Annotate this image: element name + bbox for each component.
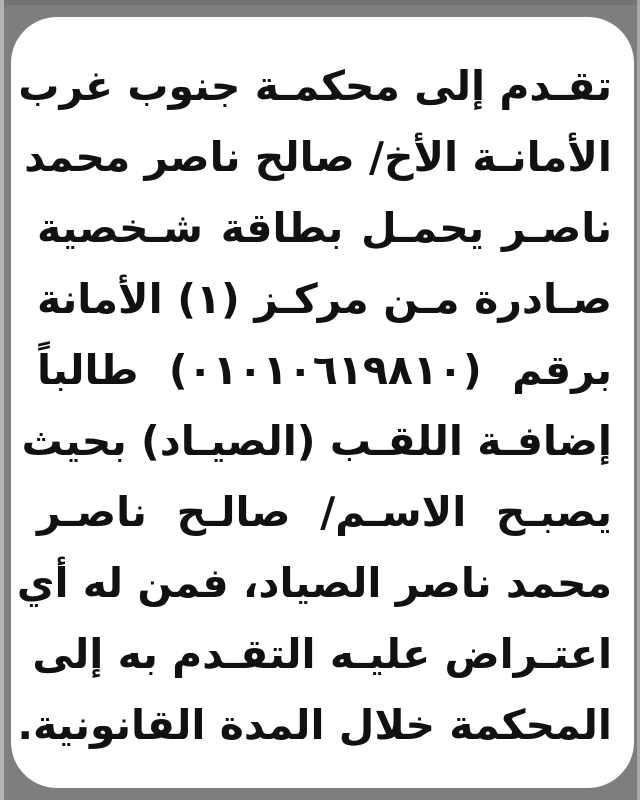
notice-line: إضافـة اللقـب (الصيـاد) بحيث [21,417,612,465]
notice-line: يصبـح الاسـم/ صالـح ناصـر [37,488,612,536]
notice-line: تقـدم إلى محكمـة جنوب غرب [18,62,612,110]
notice-text [16,51,613,761]
notice-line: صـادرة مـن مركـز (١) الأمانة [37,275,613,323]
scan-edge-top [0,0,640,5]
notice-line: محمد ناصر الصياد، فمن له أي [16,559,612,607]
notice-line: برقم (٠١٠١٠٦١٩٨١٠) طالباً [37,346,612,394]
notice-line: المحكمة خلال المدة القانونية. [17,701,612,749]
notice-card [11,17,634,788]
notice-line: الأمانـة الأخ/ صالح ناصر محمد [24,133,612,181]
notice-line: ناصـر يحمـل بطاقة شـخصية [37,204,612,252]
scan-edge-left [0,0,4,800]
notice-line: اعتـراض عليـه التقـدم به إلى [32,630,612,678]
